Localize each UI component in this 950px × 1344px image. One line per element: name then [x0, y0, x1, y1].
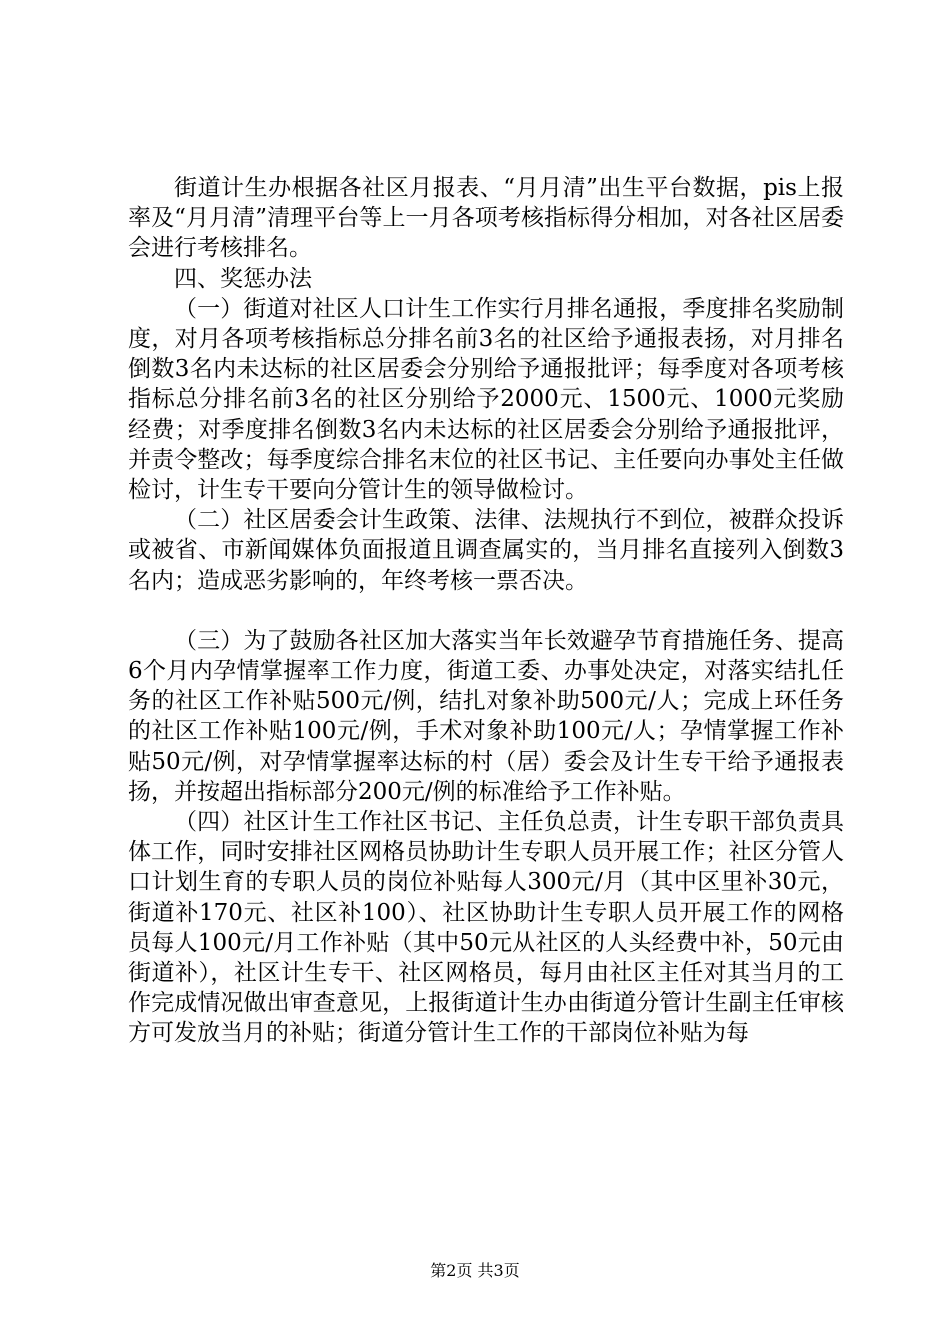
paragraph-item-4: （四）社区计生工作社区书记、主任负总责，计生专职干部负责具体工作，同时安排社区网格员协助计生专职人员开展工作；社区分管人口计划生育的专职人员的岗位补贴每人300元/月（其中区里补30元，街道补170元、社区补100）、社区协助计生专职人员开展工作的网格员每人100元/月工作补贴（其中50元从社区的人头经费中补，50元由街道补），社区计生专干、社区网格员，每月由社区主任对其当月的工作完成情况做出审查意见，上报街道计生办由街道分管计生副主任审核方可发放当月的补贴；街道分管计生工作的干部岗位补贴为每	[128, 809, 844, 1047]
paragraph-item-1: （一）街道对社区人口计生工作实行月排名通报，季度排名奖励制度，对月各项考核指标总分排名前3名的社区给予通报表扬，对月排名倒数3名内未达标的社区居委会分别给予通报批评；每季度对各项考核指标总分排名前3名的社区分别给予2000元、1500元、1000元奖励经费；对季度排名倒数3名内未达标的社区居委会分别给予通报批评，并责令整改；每季度综合排名末位的社区书记、主任要向办事处主任做检讨，计生专干要向分管计生的领导做检讨。	[128, 295, 844, 504]
paragraph-assessment-ranking: 街道计生办根据各社区月报表、“月月清”出生平台数据，pis上报率及“月月清”清理平台等上一月各项考核指标得分相加，对各社区居委会进行考核排名。	[128, 175, 844, 262]
paragraph-item-3: （三）为了鼓励各社区加大落实当年长效避孕节育措施任务、提高6个月内孕情掌握率工作力度，街道工委、办事处决定，对落实结扎任务的社区工作补贴500元/例，结扎对象补助500元/人；完成上环任务的社区工作补贴100元/例，手术对象补助100元/人；孕情掌握工作补贴50元/例，对孕情掌握率达标的村（居）委会及计生专干给予通报表扬，并按超出指标部分200元/例的标准给予工作补贴。	[128, 627, 844, 805]
section-heading-rewards-penalties: 四、奖惩办法	[174, 265, 312, 292]
paragraph-item-2: （二）社区居委会计生政策、法律、法规执行不到位，被群众投诉或被省、市新闻媒体负面报道且调查属实的，当月排名直接列入倒数3名内；造成恶劣影响的，年终考核一票否决。	[128, 507, 844, 594]
page-number-footer: 第2页 共3页	[430, 1261, 520, 1280]
document-body	[128, 173, 844, 1049]
